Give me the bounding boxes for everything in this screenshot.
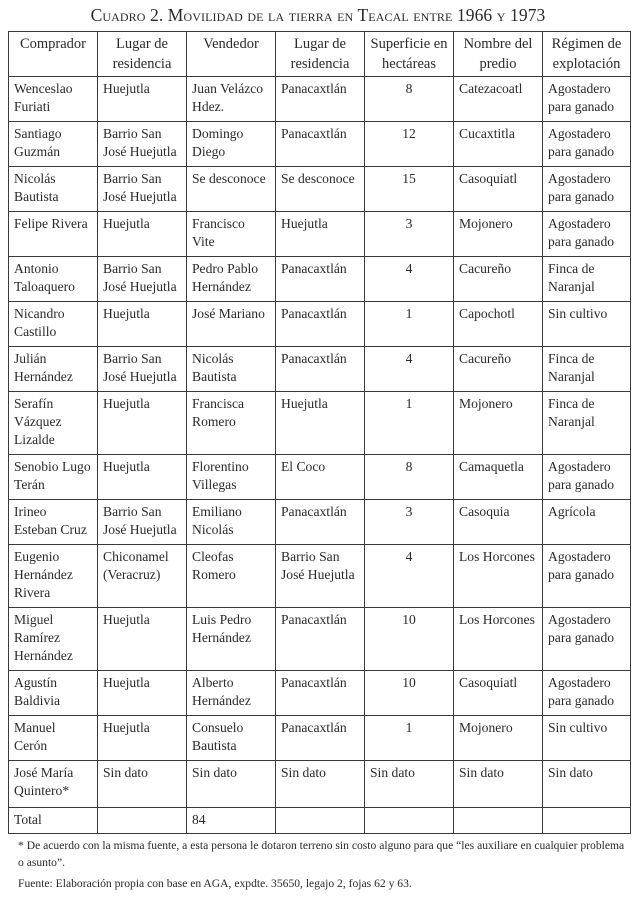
table-cell: Capochotl — [454, 302, 543, 347]
table-cell: 8 — [365, 455, 454, 500]
table-cell: Barrio San José Huejutla — [98, 167, 187, 212]
table-row — [9, 500, 631, 545]
table-cell: Cucaxtitla — [454, 122, 543, 167]
table-cell: Huejutla — [276, 212, 365, 257]
table-cell: Agostadero para ganado — [543, 671, 631, 716]
table-cell: Huejutla — [98, 716, 187, 761]
table-cell: Agustín Baldivia — [9, 671, 98, 716]
table-cell: Cleofas Romero — [187, 545, 276, 608]
table-cell: Nicandro Castillo — [9, 302, 98, 347]
table-cell: Panacaxtlán — [276, 122, 365, 167]
table-row — [9, 671, 631, 716]
table-cell: Mojonero — [454, 392, 543, 455]
table-cell: Finca de Naranjal — [543, 257, 631, 302]
table-cell: Casoquia — [454, 500, 543, 545]
table-cell: Catezacoatl — [454, 77, 543, 122]
empty-cell — [365, 808, 454, 834]
table-cell: Huejutla — [98, 212, 187, 257]
table-row — [9, 167, 631, 212]
table-cell: Sin dato — [98, 761, 187, 808]
table-cell: Chiconamel (Veracruz) — [98, 545, 187, 608]
table-cell: Los Horcones — [454, 545, 543, 608]
table-cell: Sin dato — [454, 761, 543, 808]
table-cell: Agostadero para ganado — [543, 122, 631, 167]
table-cell: Mojonero — [454, 212, 543, 257]
table-title: Cuadro 2. Movilidad de la tierra en Teacal entre 1966 y 1973 — [90, 5, 546, 25]
table-cell: Sin dato — [543, 761, 631, 808]
table-cell: Santiago Guzmán — [9, 122, 98, 167]
table-cell: Domingo Diego — [187, 122, 276, 167]
column-header: Superficie en hectáreas — [365, 32, 454, 77]
table-cell: Huejutla — [98, 302, 187, 347]
table-cell: Nicolás Bautista — [187, 347, 276, 392]
table-cell: Consuelo Bautista — [187, 716, 276, 761]
table-cell: Barrio San José Huejutla — [98, 257, 187, 302]
table-cell: Finca de Naranjal — [543, 392, 631, 455]
table-cell: El Coco — [276, 455, 365, 500]
table-cell: Sin dato — [365, 761, 454, 808]
empty-cell — [543, 808, 631, 834]
table-cell: 12 — [365, 122, 454, 167]
table-body — [9, 77, 631, 834]
table-cell: Panacaxtlán — [276, 347, 365, 392]
table-cell: Pedro Pablo Hernández — [187, 257, 276, 302]
table-cell: Huejutla — [98, 392, 187, 455]
table-cell: Juan Velázco Hdez. — [187, 77, 276, 122]
table-cell: Francisca Romero — [187, 392, 276, 455]
table-cell: Se desconoce — [276, 167, 365, 212]
table-cell: Felipe Rivera — [9, 212, 98, 257]
table-cell: Barrio San José Huejutla — [98, 500, 187, 545]
table-cell: 1 — [365, 302, 454, 347]
empty-cell — [454, 808, 543, 834]
table-cell: Camaquetla — [454, 455, 543, 500]
total-value: 84 — [187, 808, 276, 834]
table-cell: 3 — [365, 212, 454, 257]
table-cell: Julián Hernández — [9, 347, 98, 392]
table-cell: Barrio San José Huejutla — [276, 545, 365, 608]
table-cell: Emiliano Nicolás — [187, 500, 276, 545]
table-row — [9, 716, 631, 761]
table-cell: José María Quintero* — [9, 761, 98, 808]
table-cell: Senobio Lugo Terán — [9, 455, 98, 500]
column-header: Lugar de residencia — [98, 32, 187, 77]
table-cell: Huejutla — [98, 77, 187, 122]
table-cell: Cacureño — [454, 347, 543, 392]
table-row — [9, 347, 631, 392]
table-row — [9, 608, 631, 671]
empty-cell — [98, 808, 187, 834]
footnote: * De acuerdo con la misma fuente, a esta persona le dotaron terreno sin costo alguno para que “les auxiliare en cualquier problema o asunto”. — [18, 839, 625, 869]
table-cell: 8 — [365, 77, 454, 122]
table-cell: Casoquiatl — [454, 671, 543, 716]
table-cell: Antonio Taloaquero — [9, 257, 98, 302]
table-cell: 10 — [365, 608, 454, 671]
table-cell: Agostadero para ganado — [543, 167, 631, 212]
total-row — [9, 808, 631, 834]
table-cell: Casoquiatl — [454, 167, 543, 212]
table-cell: Cacureño — [454, 257, 543, 302]
table-cell: Agostadero para ganado — [543, 77, 631, 122]
table-row — [9, 257, 631, 302]
table-cell: Agostadero para ganado — [543, 455, 631, 500]
table-cell: 15 — [365, 167, 454, 212]
table-cell: Alberto Hernández — [187, 671, 276, 716]
table-cell: 4 — [365, 257, 454, 302]
table-cell: Panacaxtlán — [276, 671, 365, 716]
table-cell: Agrícola — [543, 500, 631, 545]
table-cell: 3 — [365, 500, 454, 545]
table-cell: Huejutla — [98, 608, 187, 671]
table-cell: Sin cultivo — [543, 302, 631, 347]
table-cell: Los Horcones — [454, 608, 543, 671]
table-cell: Panacaxtlán — [276, 608, 365, 671]
column-header: Lugar de residencia — [276, 32, 365, 77]
table-cell: Huejutla — [276, 392, 365, 455]
table-cell: Francisco Vite — [187, 212, 276, 257]
header-row — [9, 32, 631, 77]
table-row — [9, 122, 631, 167]
table-cell: Panacaxtlán — [276, 716, 365, 761]
column-header: Régimen de explotación — [543, 32, 631, 77]
table-cell: Luis Pedro Hernández — [187, 608, 276, 671]
table-cell: José Mariano — [187, 302, 276, 347]
table-cell: Manuel Cerón — [9, 716, 98, 761]
table-row — [9, 455, 631, 500]
table-row — [9, 392, 631, 455]
table-cell: Miguel Ramírez Hernández — [9, 608, 98, 671]
table-row — [9, 77, 631, 122]
land-mobility-table — [8, 31, 631, 834]
table-cell: Eugenio Hernández Rivera — [9, 545, 98, 608]
table-cell: Florentino Villegas — [187, 455, 276, 500]
column-header: Nombre del predio — [454, 32, 543, 77]
column-header: Comprador — [9, 32, 98, 77]
table-cell: Barrio San José Huejutla — [98, 347, 187, 392]
table-row — [9, 302, 631, 347]
table-cell: 10 — [365, 671, 454, 716]
table-row — [9, 545, 631, 608]
column-header: Vendedor — [187, 32, 276, 77]
empty-cell — [276, 808, 365, 834]
table-cell: Sin cultivo — [543, 716, 631, 761]
table-cell: Nicolás Bautista — [9, 167, 98, 212]
total-label: Total — [9, 808, 98, 834]
table-cell: Sin dato — [276, 761, 365, 808]
table-cell: 1 — [365, 716, 454, 761]
table-cell: Panacaxtlán — [276, 500, 365, 545]
table-cell: Agostadero para ganado — [543, 545, 631, 608]
table-cell: Huejutla — [98, 671, 187, 716]
table-cell: 4 — [365, 545, 454, 608]
table-cell: Mojonero — [454, 716, 543, 761]
table-cell: Sin dato — [187, 761, 276, 808]
table-cell: Panacaxtlán — [276, 77, 365, 122]
table-cell: Huejutla — [98, 455, 187, 500]
table-cell: Panacaxtlán — [276, 302, 365, 347]
table-cell: 4 — [365, 347, 454, 392]
table-row — [9, 212, 631, 257]
table-cell: Agostadero para ganado — [543, 212, 631, 257]
table-cell: Finca de Naranjal — [543, 347, 631, 392]
source-note: Fuente: Elaboración propia con base en AGA, expdte. 35650, legajo 2, fojas 62 y 63. — [18, 877, 412, 890]
table-cell: Irineo Esteban Cruz — [9, 500, 98, 545]
table-cell: Wenceslao Furiati — [9, 77, 98, 122]
table-cell: Serafín Vázquez Lizalde — [9, 392, 98, 455]
table-cell: Agostadero para ganado — [543, 608, 631, 671]
table-row — [9, 761, 631, 808]
table-cell: Barrio San José Huejutla — [98, 122, 187, 167]
table-cell: 1 — [365, 392, 454, 455]
table-cell: Panacaxtlán — [276, 257, 365, 302]
table-cell: Se desconoce — [187, 167, 276, 212]
